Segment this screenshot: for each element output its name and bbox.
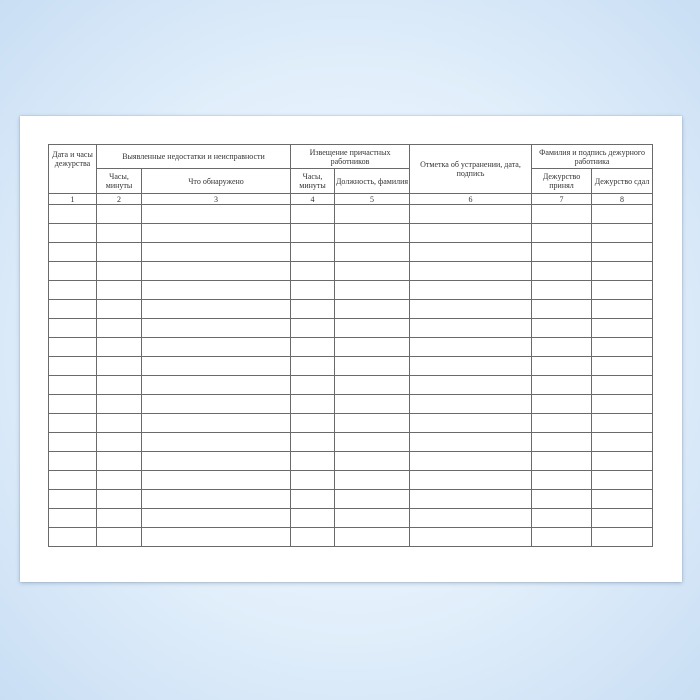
table-cell [291,300,335,319]
table-cell [335,319,410,338]
table-cell [97,357,142,376]
header-duty-handed: Дежурство сдал [592,169,653,194]
column-number: 2 [97,194,142,205]
table-cell [142,528,291,547]
table-cell [532,433,592,452]
table-cell [592,528,653,547]
table-cell [49,509,97,528]
table-row [49,452,653,471]
table-row [49,205,653,224]
table-row [49,243,653,262]
table-cell [410,243,532,262]
table-row [49,509,653,528]
table-cell [335,357,410,376]
table-cell [410,357,532,376]
table-cell [291,490,335,509]
table-row [49,300,653,319]
header-found-what: Что обнаружено [142,169,291,194]
table-cell [410,414,532,433]
table-cell [49,262,97,281]
table-cell [291,243,335,262]
table-cell [532,471,592,490]
table-cell [291,395,335,414]
table-cell [532,300,592,319]
table-row [49,376,653,395]
table-cell [592,414,653,433]
table-cell [335,224,410,243]
table-cell [49,319,97,338]
table-cell [592,433,653,452]
table-row [49,433,653,452]
table-cell [291,528,335,547]
table-cell [49,452,97,471]
table-cell [97,243,142,262]
table-cell [142,357,291,376]
table-cell [291,281,335,300]
table-cell [592,224,653,243]
table-cell [532,357,592,376]
table-cell [97,281,142,300]
table-cell [49,357,97,376]
table-cell [49,300,97,319]
table-cell [335,509,410,528]
table-cell [410,376,532,395]
table-cell [97,433,142,452]
table-cell [291,509,335,528]
table-cell [410,528,532,547]
table-cell [335,395,410,414]
table-row [49,262,653,281]
table-cell [335,528,410,547]
column-number: 1 [49,194,97,205]
table-cell [410,281,532,300]
table-cell [49,528,97,547]
table-cell [291,376,335,395]
table-cell [49,395,97,414]
table-cell [592,262,653,281]
table-cell [291,205,335,224]
table-cell [49,205,97,224]
table-row [49,471,653,490]
journal-table [48,144,653,547]
table-cell [335,338,410,357]
table-cell [410,338,532,357]
table-cell [142,243,291,262]
table-cell [592,395,653,414]
header-found-defects: Выявленные недостатки и неисправности [97,145,291,169]
column-number: 8 [592,194,653,205]
table-cell [410,262,532,281]
header-duty-worker: Фамилия и подпись дежурного работника [532,145,653,169]
table-cell [142,205,291,224]
table-cell [532,262,592,281]
table-row [49,319,653,338]
table-cell [97,319,142,338]
table-cell [142,490,291,509]
table-cell [335,205,410,224]
journal-sheet [20,116,682,582]
table-cell [410,205,532,224]
table-cell [532,319,592,338]
table-cell [532,281,592,300]
column-number: 5 [335,194,410,205]
table-cell [49,471,97,490]
table-cell [49,224,97,243]
table-cell [335,452,410,471]
table-cell [142,376,291,395]
column-number: 4 [291,194,335,205]
table-cell [97,205,142,224]
table-cell [97,509,142,528]
table-cell [410,509,532,528]
table-cell [97,452,142,471]
table-cell [410,433,532,452]
table-cell [142,281,291,300]
table-cell [291,224,335,243]
header-staff-notice: Извещение причастных работников [291,145,410,169]
table-row [49,528,653,547]
header-fix-mark: Отметка об устранении, дата, подпись [410,145,532,194]
table-cell [335,281,410,300]
table-cell [592,319,653,338]
journal-body [49,205,653,547]
table-cell [410,490,532,509]
table-cell [291,338,335,357]
table-cell [291,357,335,376]
table-cell [142,452,291,471]
table-cell [592,243,653,262]
table-cell [291,262,335,281]
table-cell [291,433,335,452]
table-cell [592,471,653,490]
table-cell [49,243,97,262]
column-number-row [49,194,653,205]
table-cell [410,319,532,338]
table-cell [97,224,142,243]
table-row [49,338,653,357]
table-cell [532,376,592,395]
table-cell [592,205,653,224]
table-cell [592,509,653,528]
table-cell [291,319,335,338]
table-cell [97,395,142,414]
table-cell [532,205,592,224]
table-cell [142,338,291,357]
table-cell [532,490,592,509]
table-cell [532,528,592,547]
table-cell [291,452,335,471]
table-cell [335,243,410,262]
table-cell [142,433,291,452]
table-cell [142,224,291,243]
table-cell [49,490,97,509]
table-row [49,357,653,376]
table-cell [335,376,410,395]
table-cell [97,376,142,395]
header-date-shift: Дата и часы дежурства [49,145,97,194]
header-found-time: Часы, минуты [97,169,142,194]
table-cell [142,414,291,433]
table-cell [532,243,592,262]
header-duty-accepted: Дежурство принял [532,169,592,194]
header-row-top [49,145,653,169]
table-cell [49,281,97,300]
table-cell [532,224,592,243]
table-cell [592,300,653,319]
table-cell [49,338,97,357]
table-cell [532,509,592,528]
header-row-sub [49,169,653,194]
table-cell [142,262,291,281]
table-row [49,490,653,509]
header-notice-time: Часы, минуты [291,169,335,194]
table-cell [97,471,142,490]
table-row [49,414,653,433]
table-cell [410,395,532,414]
table-row [49,224,653,243]
table-cell [142,509,291,528]
table-cell [49,433,97,452]
column-number: 6 [410,194,532,205]
table-cell [49,414,97,433]
column-number: 7 [532,194,592,205]
table-cell [142,319,291,338]
table-cell [142,471,291,490]
table-cell [410,224,532,243]
table-cell [335,262,410,281]
table-cell [97,490,142,509]
table-cell [97,262,142,281]
table-cell [335,433,410,452]
table-cell [335,471,410,490]
table-cell [291,414,335,433]
table-cell [97,300,142,319]
header-notice-position: Должность, фамилия [335,169,410,194]
table-cell [97,414,142,433]
table-cell [49,376,97,395]
table-cell [142,300,291,319]
table-cell [532,452,592,471]
table-cell [592,452,653,471]
table-cell [335,490,410,509]
column-number: 3 [142,194,291,205]
table-cell [335,414,410,433]
table-cell [97,528,142,547]
table-cell [592,376,653,395]
table-cell [410,300,532,319]
table-cell [592,281,653,300]
table-cell [592,357,653,376]
table-cell [335,300,410,319]
table-cell [410,452,532,471]
table-cell [532,338,592,357]
table-cell [410,471,532,490]
table-cell [592,338,653,357]
table-cell [291,471,335,490]
table-cell [97,338,142,357]
table-cell [142,395,291,414]
table-cell [532,395,592,414]
table-row [49,395,653,414]
table-cell [532,414,592,433]
table-cell [592,490,653,509]
table-row [49,281,653,300]
